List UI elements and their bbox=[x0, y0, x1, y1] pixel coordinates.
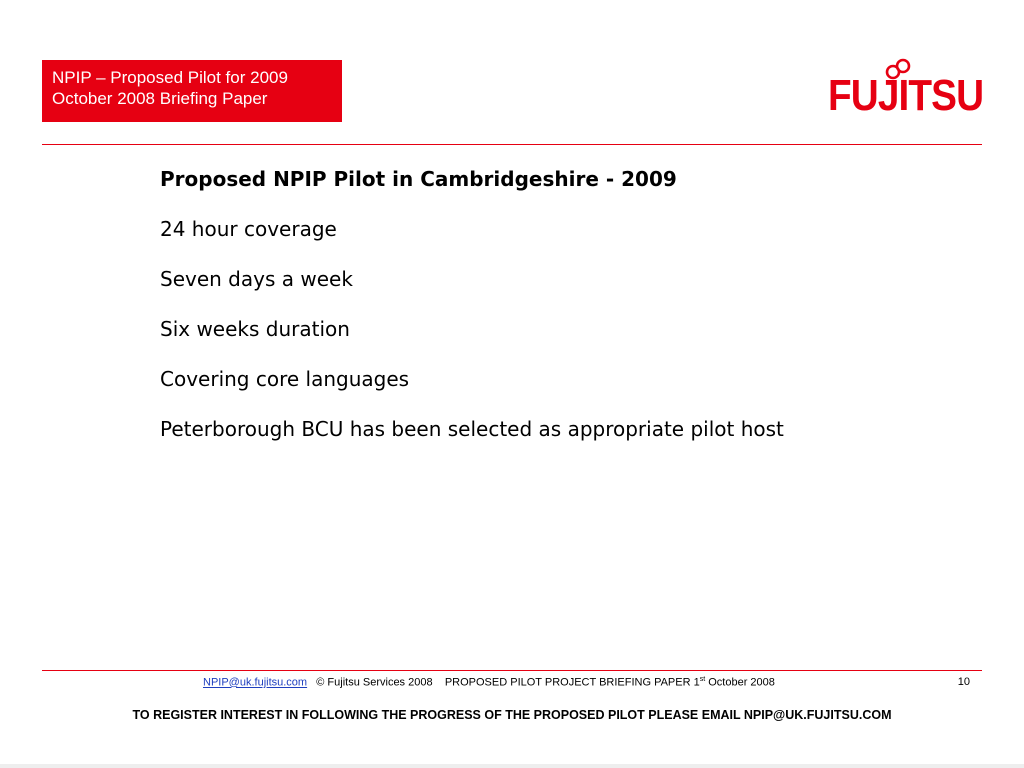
list-item: 24 hour coverage bbox=[160, 217, 337, 241]
slide-content bbox=[160, 164, 980, 464]
date-superscript: st bbox=[699, 676, 706, 683]
title-line-1: NPIP – Proposed Pilot for 2009 bbox=[52, 68, 288, 87]
header-divider bbox=[42, 144, 982, 145]
slide-heading: Proposed NPIP Pilot in Cambridgeshire - 2009 bbox=[160, 167, 677, 191]
list-item: Peterborough BCU has been selected as appropriate pilot host bbox=[160, 417, 784, 441]
logo-text: FUJITSU bbox=[828, 71, 984, 120]
fujitsu-logo bbox=[828, 58, 988, 138]
register-notice: TO REGISTER INTEREST IN FOLLOWING THE PROGRESS OF THE PROPOSED PILOT PLEASE EMAIL NPIP@UK.FUJITSU.COM bbox=[132, 708, 892, 722]
footer-divider bbox=[42, 670, 982, 671]
paper-title: PROPOSED PILOT PROJECT BRIEFING PAPER 1 bbox=[444, 676, 700, 689]
list-item: Seven days a week bbox=[160, 267, 353, 291]
list-item: Six weeks duration bbox=[160, 317, 350, 341]
bottom-band bbox=[0, 764, 1024, 768]
page-number: 10 bbox=[957, 676, 970, 688]
copyright-text: © Fujitsu Services 2008 bbox=[316, 676, 433, 689]
footer-info bbox=[203, 676, 775, 689]
footer bbox=[42, 676, 982, 692]
list-item: Covering core languages bbox=[160, 367, 410, 391]
email-link[interactable]: NPIP@uk.fujitsu.com bbox=[203, 676, 308, 689]
title-box bbox=[42, 60, 342, 122]
paper-date: October 2008 bbox=[705, 676, 775, 689]
title-line-2: October 2008 Briefing Paper bbox=[52, 89, 268, 108]
